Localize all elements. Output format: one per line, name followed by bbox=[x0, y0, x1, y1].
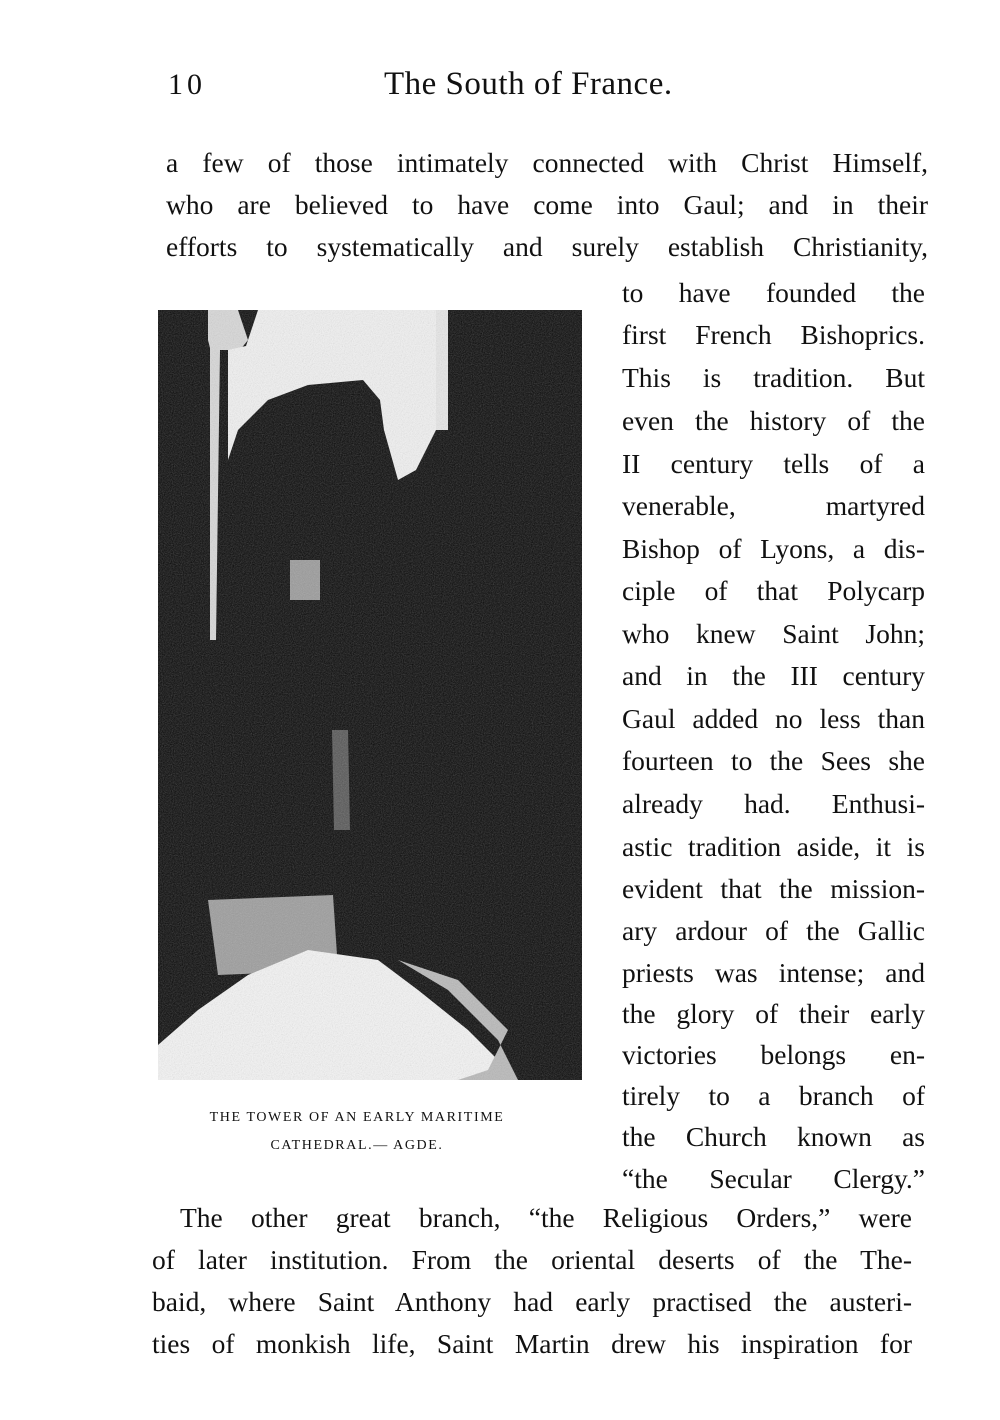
text-line: fourteen to the Sees she bbox=[622, 745, 925, 776]
text-line: Gaul added no less than bbox=[622, 703, 925, 734]
page-number: 10 bbox=[168, 68, 206, 101]
text-line: ciple of that Polycarp bbox=[622, 575, 925, 606]
text-line: venerable, martyred bbox=[622, 490, 925, 521]
figure-caption-line: CATHEDRAL.— AGDE. bbox=[270, 1138, 444, 1153]
text-line: victories belongs en- bbox=[622, 1039, 925, 1070]
text-line: ary ardour of the Gallic bbox=[622, 915, 925, 946]
text-line: II century tells of a bbox=[622, 448, 925, 479]
text-line: The other great branch, “the Religious Orders,” were bbox=[180, 1202, 912, 1233]
text-line: who are believed to have come into Gaul; and in their bbox=[166, 189, 928, 220]
text-line: a few of those intimately connected with Christ Himself, bbox=[166, 147, 928, 178]
text-line: and in the III century bbox=[622, 660, 925, 691]
tower-illustration bbox=[158, 310, 582, 1080]
text-line: the Church known as bbox=[622, 1121, 925, 1152]
text-line: already had. Enthusi- bbox=[622, 788, 925, 819]
text-line: of later institution. From the oriental deserts of the The- bbox=[152, 1244, 912, 1275]
text-line: priests was intense; and bbox=[622, 957, 925, 988]
cathedral-tower-photo bbox=[158, 310, 582, 1080]
text-line: evident that the mission- bbox=[622, 873, 925, 904]
text-line: efforts to systematically and surely establish Christianity, bbox=[166, 231, 928, 262]
text-line: who knew Saint John; bbox=[622, 618, 925, 649]
text-line: even the history of the bbox=[622, 405, 925, 436]
text-line: tirely to a branch of bbox=[622, 1080, 925, 1111]
text-line: ties of monkish life, Saint Martin drew his inspiration for bbox=[152, 1328, 912, 1359]
text-line: to have founded the bbox=[622, 277, 925, 308]
text-line: astic tradition aside, it is bbox=[622, 831, 925, 862]
text-line: This is tradition. But bbox=[622, 362, 925, 393]
text-line: the glory of their early bbox=[622, 998, 925, 1029]
running-title: The South of France. bbox=[384, 66, 673, 102]
text-line: Bishop of Lyons, a dis- bbox=[622, 533, 925, 564]
text-line: “the Secular Clergy.” bbox=[622, 1163, 925, 1194]
text-line: baid, where Saint Anthony had early practised the austeri- bbox=[152, 1286, 912, 1317]
figure-caption-line: THE TOWER OF AN EARLY MARITIME bbox=[209, 1110, 505, 1125]
text-line: first French Bishoprics. bbox=[622, 319, 925, 350]
